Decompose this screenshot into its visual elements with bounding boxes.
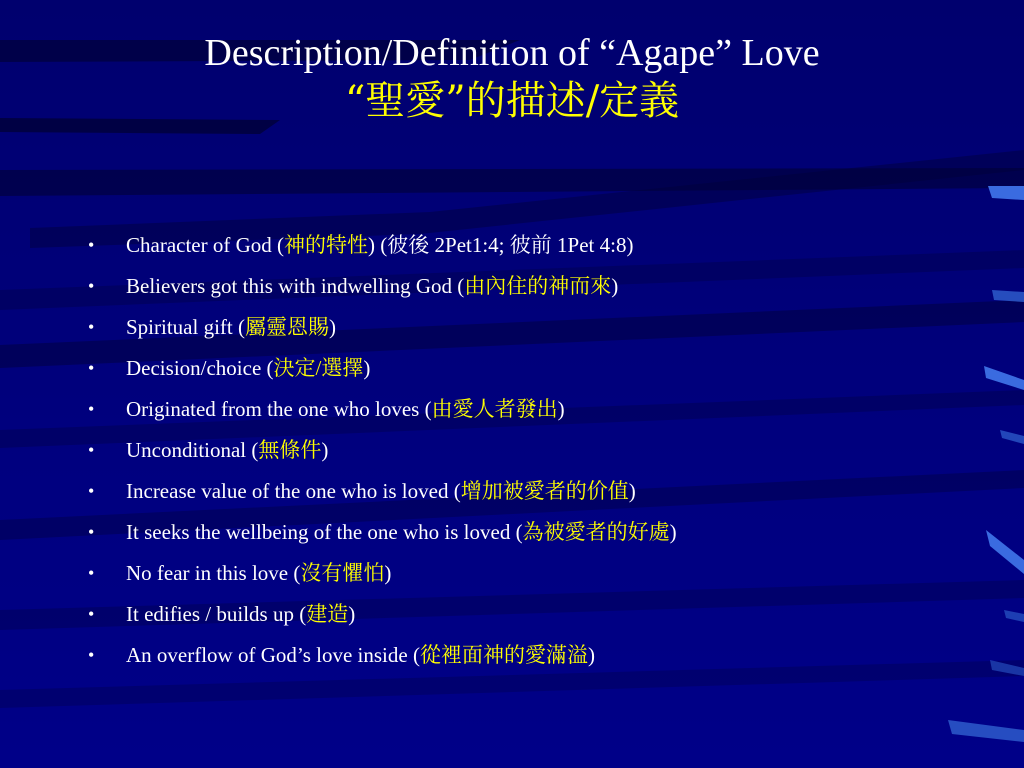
title-english: Description/Definition of “Agape” Love	[204, 32, 820, 74]
item-text-zh: 增加被愛者的价值	[460, 479, 629, 503]
item-text-after: ) (	[368, 233, 388, 257]
item-text-after: )	[557, 397, 565, 421]
item-text-en: Spiritual gift (	[126, 315, 245, 339]
item-text-en: Decision/choice (	[126, 356, 274, 380]
list-item	[88, 512, 677, 553]
bullet-icon: •	[88, 645, 95, 665]
item-text-en: No fear in this love (	[126, 561, 301, 585]
bullet-icon: •	[88, 235, 95, 255]
list-item	[88, 389, 677, 430]
slide-title	[0, 30, 1024, 126]
bullet-icon: •	[88, 563, 95, 583]
bullet-icon: •	[88, 604, 95, 624]
item-text-zh: 沒有懼怕	[300, 561, 385, 585]
item-text-after: )	[329, 315, 336, 339]
bullet-icon: •	[88, 522, 95, 542]
item-text-after: )	[348, 602, 356, 626]
bullet-icon: •	[88, 317, 95, 337]
item-text-zh: 為被愛者的好處	[522, 520, 670, 544]
item-text-en: Believers got this with indwelling God (	[126, 274, 465, 298]
list-item	[88, 635, 677, 676]
item-text-zh: 決定/選擇	[273, 356, 364, 380]
bullet-icon: •	[88, 440, 95, 460]
item-ref2-zh: 彼前	[509, 233, 552, 257]
item-text-en: Character of God (	[126, 233, 285, 257]
item-text-en: It seeks the wellbeing of the one who is loved (	[126, 520, 523, 544]
item-text-after: )	[363, 356, 371, 380]
item-text-zh: 從裡面神的愛滿溢	[419, 643, 588, 667]
item-ref2: 1Pet 4:8)	[551, 233, 634, 257]
bullet-list	[88, 225, 677, 676]
title-chinese: “聖愛”的描述/定義	[344, 78, 680, 124]
bullet-icon: •	[88, 358, 95, 378]
list-item	[88, 348, 677, 389]
list-item	[88, 307, 677, 348]
item-text-en: An overflow of God’s love inside (	[126, 643, 420, 667]
item-text-after: )	[384, 561, 392, 585]
item-text-after: )	[669, 520, 677, 544]
item-text-zh: 屬靈恩賜	[245, 315, 329, 339]
item-text-en: Increase value of the one who is loved (	[126, 479, 461, 503]
item-text-after: )	[611, 274, 619, 298]
list-item	[88, 225, 677, 266]
bullet-icon: •	[88, 399, 95, 419]
bullet-icon: •	[88, 481, 95, 501]
bullet-icon: •	[88, 276, 95, 296]
item-text-en: Unconditional (	[126, 438, 259, 462]
item-text-en: Originated from the one who loves (	[126, 397, 432, 421]
list-item	[88, 430, 677, 471]
item-ref1-zh: 彼後	[387, 233, 430, 257]
list-item	[88, 553, 677, 594]
item-ref1: 2Pet1:4;	[429, 233, 510, 257]
list-item	[88, 266, 677, 307]
item-text-en: It edifies / builds up (	[126, 602, 307, 626]
item-text-zh: 由內住的神而來	[464, 274, 612, 298]
item-text-zh: 無條件	[258, 438, 322, 462]
list-item	[88, 471, 677, 512]
item-text-zh: 神的特性	[284, 233, 369, 257]
list-item	[88, 594, 677, 635]
item-text-after: )	[587, 643, 595, 667]
item-text-zh: 建造	[306, 602, 349, 626]
item-text-after: )	[321, 438, 329, 462]
item-text-after: )	[628, 479, 636, 503]
item-text-zh: 由愛人者發出	[431, 397, 558, 421]
